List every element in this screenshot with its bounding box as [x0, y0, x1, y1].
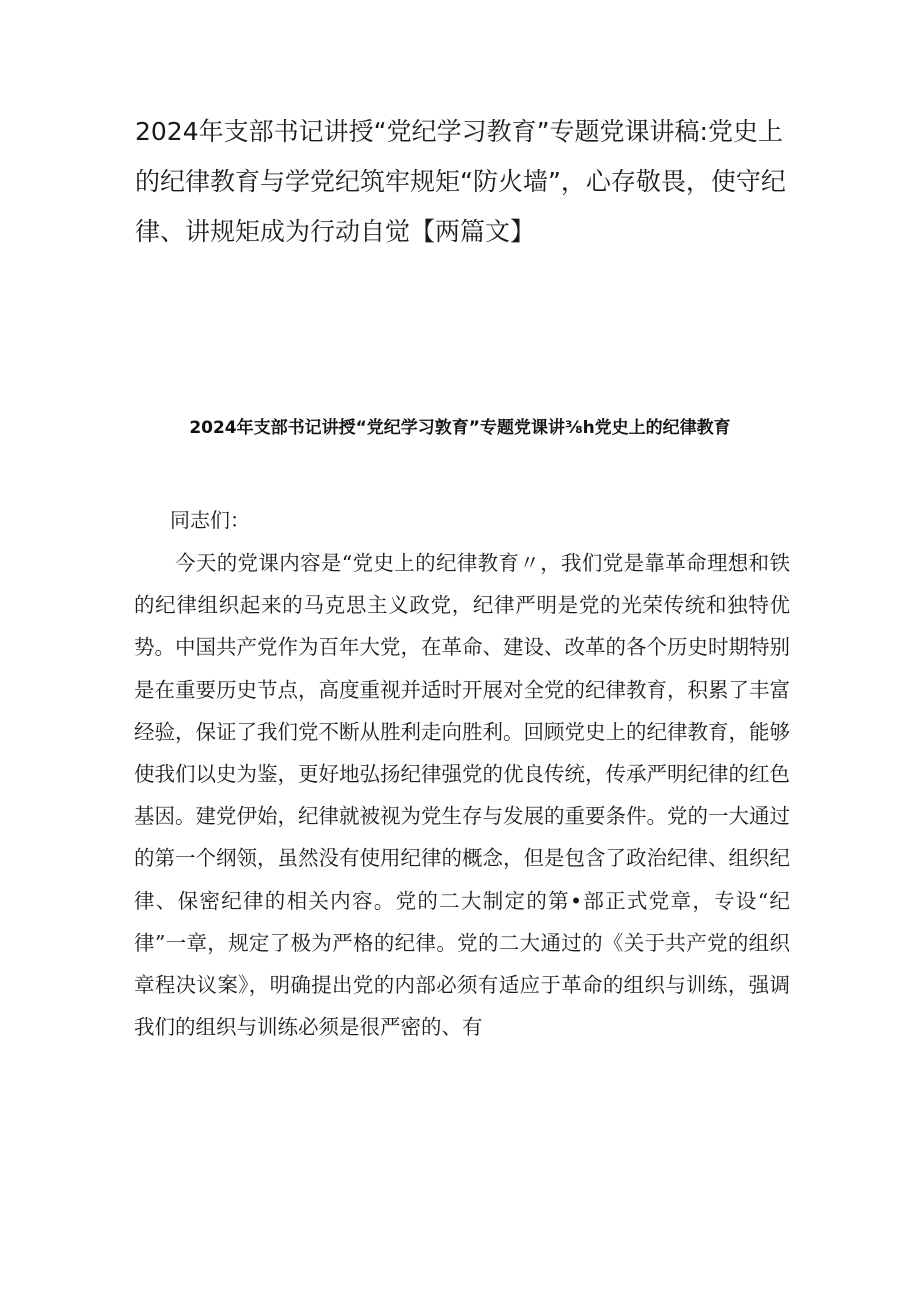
section-heading: 2024年支部书记讲授“党纪学习敦育”专题党课讲⅜h党史上的纪律教育: [189, 418, 731, 438]
document-title: 2024年支部书记讲授“党纪学习教育”专题党课讲稿:党史上的纪律教育与学党纪筑牢规矩“防火墙”，心存敬畏，使守纪律、讲规矩成为行动自觉【两篇文】: [135, 117, 786, 246]
salutation: 同志们：: [170, 508, 250, 532]
body-paragraph: 今天的党课内容是“党史上的纪律教育〃，我们党是靠革命理想和铁的纪律组织起来的马克思主义政党，纪律严明是党的光荣传统和独特优势。中国共产党作为百年大党，在革命、建设、改革的各个历史时期特别是在重要历史节点，高度重视并适时开展对全党的纪律教育，积累了丰富经验，保证了我们党不断从胜利走向胜利。回顾党史上的纪律教育，能够使我们以史为鉴，更好地弘扬纪律强党的优良传统，传承严明纪律的红色基因。建党伊始，纪律就被视为党生存与发展的重要条件。党的一大通过的第一个纲领，虽然没有使用纪律的概念，但是包含了政治纪律、组织纪律、保密纪律的相关内容。党的二大制定的第•部正式党章，专设“纪律”一章，规定了极为严格的纪律。党的二大通过的《关于共产党的组织章程决议案》，明确提出党的内部必须有适应于革命的组织与训练，强调我们的组织与训练必须是很严密的、有: [134, 551, 790, 1040]
